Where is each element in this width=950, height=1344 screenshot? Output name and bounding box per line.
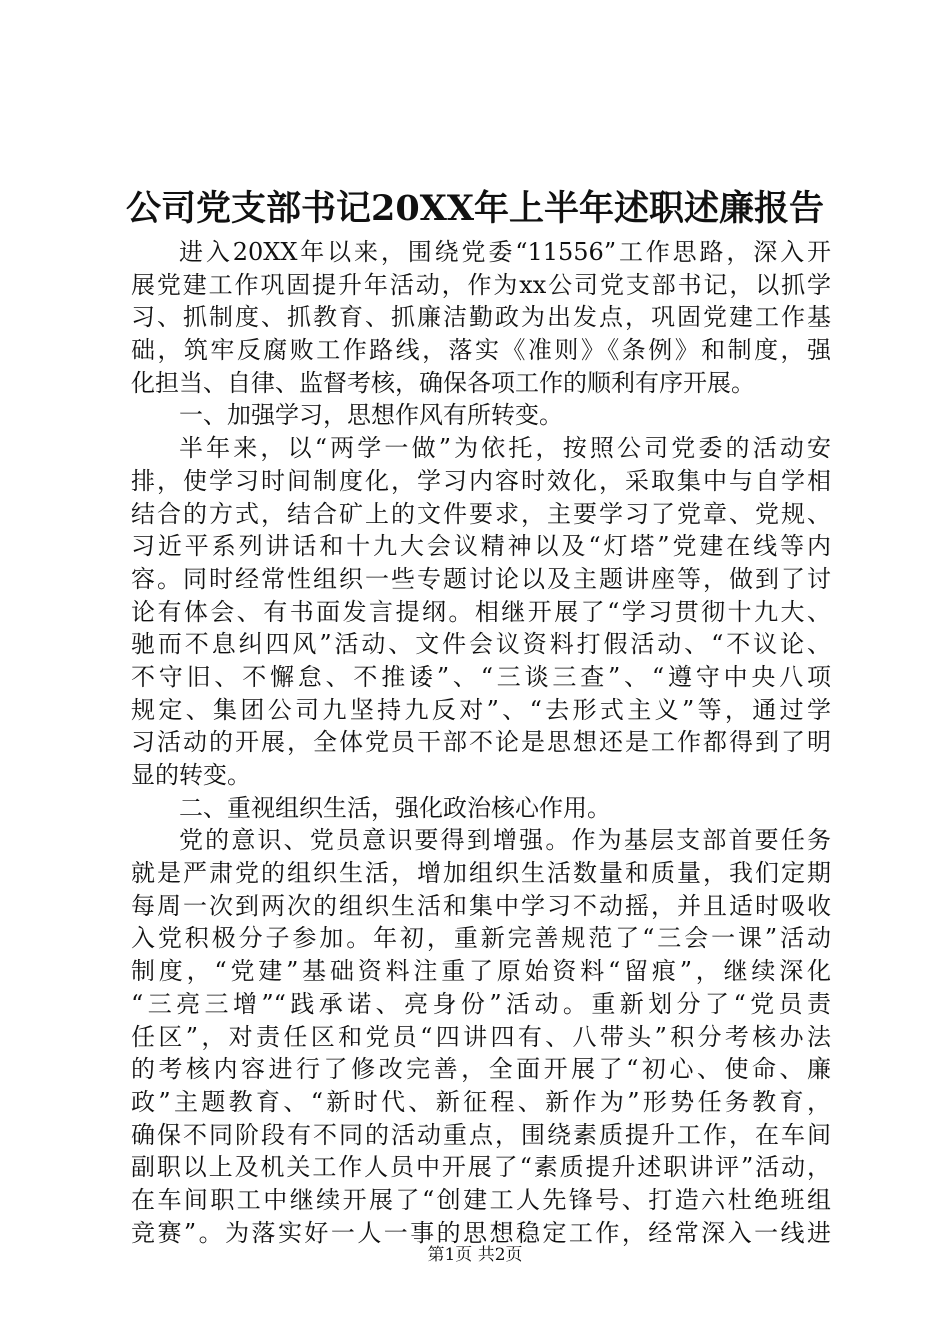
body-line: 就是严肃党的组织生活，增加组织生活数量和质量，我们定期 xyxy=(131,859,831,888)
body-line: 确保不同阶段有不同的活动重点，围绕素质提升工作，在车间 xyxy=(131,1120,831,1149)
body-line: 容。同时经常性组织一些专题讨论以及主题讲座等，做到了讨 xyxy=(131,564,831,593)
body-line: 党的意识、党员意识要得到增强。作为基层支部首要任务 xyxy=(179,826,831,855)
body-line: 显的转变。 xyxy=(131,761,251,789)
body-line: 制度，“党建”基础资料注重了原始资料“留痕”，继续深化 xyxy=(131,957,831,986)
document-title: 公司党支部书记20XX年上半年述职述廉报告 xyxy=(125,188,825,229)
body-line: 政”主题教育、“新时代、新征程、新作为”形势任务教育， xyxy=(131,1087,831,1116)
body-line: 习近平系列讲话和十九大会议精神以及“灯塔”党建在线等内 xyxy=(131,532,831,561)
body-line: 半年来，以“两学一做”为依托，按照公司党委的活动安 xyxy=(179,434,831,463)
body-line: 副职以上及机关工作人员中开展了“素质提升述职讲评”活动， xyxy=(131,1153,831,1182)
body-line: 入党积极分子参加。年初，重新完善规范了“三会一课”活动 xyxy=(131,924,831,953)
body-line: 展党建工作巩固提升年活动，作为xx公司党支部书记，以抓学 xyxy=(131,270,831,299)
body-line: 规定、集团公司九坚持九反对”、“去形式主义”等，通过学 xyxy=(131,695,831,724)
document-body xyxy=(131,236,831,1249)
body-line: 础，筑牢反腐败工作路线，落实《准则》《条例》和制度，强 xyxy=(131,336,831,365)
body-line: 进入20XX年以来，围绕党委“11556”工作思路，深入开 xyxy=(179,238,831,266)
body-line: 化担当、自律、监督考核，确保各项工作的顺利有序开展。 xyxy=(131,368,755,397)
body-line: 的考核内容进行了修改完善，全面开展了“初心、使命、廉 xyxy=(131,1055,831,1084)
body-line: 驰而不息纠四风”活动、文件会议资料打假活动、“不议论、 xyxy=(131,630,831,659)
body-line: 论有体会、有书面发言提纲。相继开展了“学习贯彻十九大、 xyxy=(131,597,831,626)
section-heading-2: 二、重视组织生活，强化政治核心作用。 xyxy=(179,793,611,822)
body-line: 排，使学习时间制度化，学习内容时效化，采取集中与自学相 xyxy=(131,466,831,495)
page-number-footer: 第1页 共2页 xyxy=(427,1245,523,1265)
section-heading-1: 一、加强学习，思想作风有所转变。 xyxy=(179,401,563,430)
body-line: 在车间职工中继续开展了“创建工人先锋号、打造六杜绝班组 xyxy=(131,1185,831,1214)
body-line: 不守旧、不懈怠、不推诿”、“三谈三查”、“遵守中央八项 xyxy=(131,662,831,691)
body-line: 每周一次到两次的组织生活和集中学习不动摇，并且适时吸收 xyxy=(131,891,831,920)
body-line: 结合的方式，结合矿上的文件要求，主要学习了党章、党规、 xyxy=(131,499,831,528)
body-line: “三亮三增”“践承诺、亮身份”活动。重新划分了“党员责 xyxy=(131,989,831,1018)
body-line: 习、抓制度、抓教育、抓廉洁勤政为出发点，巩固党建工作基 xyxy=(131,303,831,332)
body-line: 任区”，对责任区和党员“四讲四有、八带头”积分考核办法 xyxy=(131,1022,831,1051)
body-line: 竞赛”。为落实好一人一事的思想稳定工作，经常深入一线进 xyxy=(131,1218,831,1247)
body-line: 习活动的开展，全体党员干部不论是思想还是工作都得到了明 xyxy=(131,728,831,757)
